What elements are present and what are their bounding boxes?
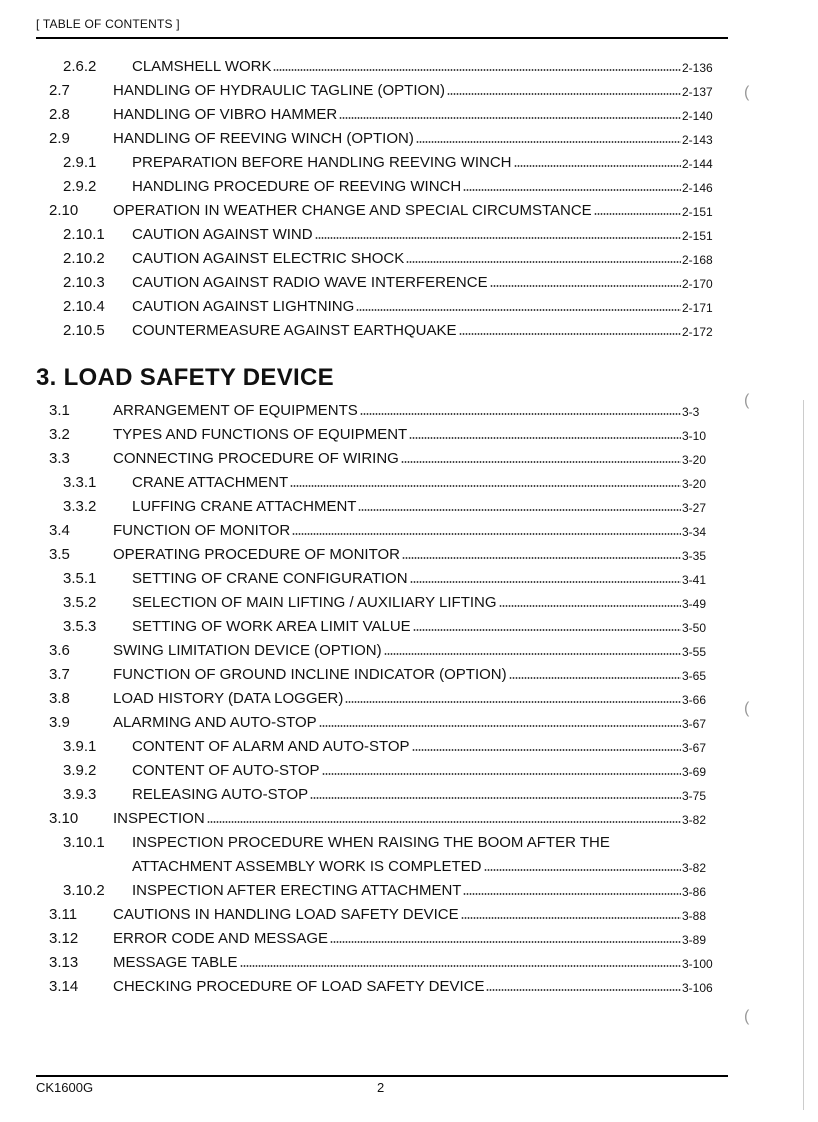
toc-entry-number: 3.2 bbox=[49, 426, 70, 443]
dot-leader bbox=[490, 276, 681, 287]
toc-entry-page: 3-34 bbox=[682, 525, 707, 539]
toc-entry[interactable] bbox=[0, 666, 818, 686]
toc-entry-page: 3-10 bbox=[682, 429, 707, 443]
toc-entry[interactable] bbox=[0, 402, 818, 422]
dot-leader bbox=[339, 108, 681, 119]
dot-leader bbox=[273, 60, 681, 71]
toc-entry[interactable] bbox=[0, 882, 818, 902]
toc-entry-title: CAUTION AGAINST ELECTRIC SHOCK bbox=[132, 250, 405, 267]
toc-entry-title: CONTENT OF AUTO-STOP bbox=[132, 762, 320, 779]
toc-entry-number: 2.9.2 bbox=[63, 178, 97, 195]
toc-entry-page: 3-100 bbox=[682, 957, 713, 971]
toc-entry-number: 2.10.4 bbox=[63, 298, 105, 315]
toc-entry[interactable] bbox=[0, 642, 818, 662]
toc-entry-title: OPERATION IN WEATHER CHANGE AND SPECIAL CIRCUMSTANCE bbox=[113, 202, 592, 219]
toc-entry-page: 3-20 bbox=[682, 453, 707, 467]
toc-entry-page: 3-67 bbox=[682, 717, 707, 731]
toc-entry-page: 3-67 bbox=[682, 741, 707, 755]
toc-entry[interactable] bbox=[0, 738, 818, 758]
dot-leader bbox=[412, 740, 681, 751]
dot-leader bbox=[463, 180, 681, 191]
toc-entry-page: 3-55 bbox=[682, 645, 707, 659]
toc-entry[interactable] bbox=[0, 106, 818, 126]
dot-leader bbox=[330, 932, 681, 943]
toc-entry-number: 3.5 bbox=[49, 546, 70, 563]
toc-entry-title-line2: ATTACHMENT ASSEMBLY WORK IS COMPLETED bbox=[132, 858, 482, 875]
toc-entry-number: 3.6 bbox=[49, 642, 70, 659]
toc-entry-number: 3.9 bbox=[49, 714, 70, 731]
toc-entry-page: 3-41 bbox=[682, 573, 707, 587]
toc-entry-title: CRANE ATTACHMENT bbox=[132, 474, 289, 491]
toc-entry[interactable] bbox=[0, 954, 818, 974]
toc-entry[interactable] bbox=[0, 202, 818, 222]
toc-entry-page: 3-27 bbox=[682, 501, 707, 515]
dot-leader bbox=[290, 476, 681, 487]
toc-entry[interactable] bbox=[0, 522, 818, 542]
toc-entry[interactable] bbox=[0, 930, 818, 950]
margin-mark: ( bbox=[744, 700, 750, 717]
dot-leader bbox=[410, 572, 681, 583]
dot-leader bbox=[310, 788, 681, 799]
toc-entry-number: 3.3.1 bbox=[63, 474, 97, 491]
dot-leader bbox=[315, 228, 681, 239]
dot-leader bbox=[509, 668, 681, 679]
toc-entry-title: TYPES AND FUNCTIONS OF EQUIPMENT bbox=[113, 426, 408, 443]
toc-entry[interactable] bbox=[0, 130, 818, 150]
toc-entry[interactable] bbox=[0, 226, 818, 246]
toc-entry-number: 3.4 bbox=[49, 522, 70, 539]
toc-entry-title: SETTING OF CRANE CONFIGURATION bbox=[132, 570, 408, 587]
toc-entry-page: 2-143 bbox=[682, 133, 713, 147]
toc-entry-number: 2.9 bbox=[49, 130, 70, 147]
toc-entry-title: INSPECTION AFTER ERECTING ATTACHMENT bbox=[132, 882, 462, 899]
toc-entry[interactable] bbox=[0, 786, 818, 806]
dot-leader bbox=[486, 980, 681, 991]
toc-entry-title: OPERATING PROCEDURE OF MONITOR bbox=[113, 546, 400, 563]
toc-entry[interactable] bbox=[0, 274, 818, 294]
toc-entry[interactable] bbox=[0, 762, 818, 782]
dot-leader bbox=[402, 548, 681, 559]
toc-entry-number: 3.10.2 bbox=[63, 882, 105, 899]
toc-entry-title: INSPECTION bbox=[113, 810, 205, 827]
toc-entry-title: RELEASING AUTO-STOP bbox=[132, 786, 309, 803]
toc-entry[interactable] bbox=[0, 810, 818, 830]
toc-entry[interactable] bbox=[0, 546, 818, 566]
dot-leader bbox=[459, 324, 681, 335]
toc-entry[interactable] bbox=[0, 82, 818, 102]
footer-page-number: 2 bbox=[377, 1080, 385, 1095]
toc-entry-title: SELECTION OF MAIN LIFTING / AUXILIARY LIFTING bbox=[132, 594, 497, 611]
toc-entry-page: 2-168 bbox=[682, 253, 713, 267]
toc-entry-page: 3-69 bbox=[682, 765, 707, 779]
toc-entry-page: 3-66 bbox=[682, 693, 707, 707]
dot-leader bbox=[594, 204, 681, 215]
toc-entry-number: 2.10.1 bbox=[63, 226, 105, 243]
dot-leader bbox=[413, 620, 681, 631]
toc-entry-page: 2-151 bbox=[682, 205, 713, 219]
toc-entry-number: 3.7 bbox=[49, 666, 70, 683]
toc-entry-page: 3-50 bbox=[682, 621, 707, 635]
margin-mark: ( bbox=[744, 392, 750, 409]
toc-entry-number: 2.9.1 bbox=[63, 154, 97, 171]
footer-model: CK1600G bbox=[36, 1080, 94, 1095]
toc-entry-number: 2.10.5 bbox=[63, 322, 105, 339]
toc-entry-title: ALARMING AND AUTO-STOP bbox=[113, 714, 317, 731]
dot-leader bbox=[240, 956, 682, 967]
scan-edge-line bbox=[803, 400, 804, 1110]
toc-entry-page: 3-82 bbox=[682, 861, 707, 875]
toc-entry-title: CLAMSHELL WORK bbox=[132, 58, 272, 75]
toc-entry-title: HANDLING OF VIBRO HAMMER bbox=[113, 106, 338, 123]
toc-entry-page: 2-144 bbox=[682, 157, 713, 171]
toc-entry[interactable] bbox=[0, 450, 818, 470]
toc-entry-number: 3.3.2 bbox=[63, 498, 97, 515]
toc-entry-page: 3-106 bbox=[682, 981, 713, 995]
toc-entry-number: 2.10.2 bbox=[63, 250, 105, 267]
dot-leader bbox=[207, 812, 681, 823]
dot-leader bbox=[345, 692, 681, 703]
toc-entry[interactable] bbox=[0, 322, 818, 342]
toc-entry-page: 3-89 bbox=[682, 933, 707, 947]
toc-entry[interactable] bbox=[0, 618, 818, 638]
toc-entry[interactable] bbox=[0, 298, 818, 318]
toc-entry-page: 3-49 bbox=[682, 597, 707, 611]
toc-entry-page: 3-35 bbox=[682, 549, 707, 563]
toc-entry-title: COUNTERMEASURE AGAINST EARTHQUAKE bbox=[132, 322, 457, 339]
toc-entry[interactable] bbox=[0, 58, 818, 78]
toc-entry[interactable] bbox=[0, 570, 818, 590]
toc-entry-title: ARRANGEMENT OF EQUIPMENTS bbox=[113, 402, 358, 419]
toc-entry-page: 3-88 bbox=[682, 909, 707, 923]
toc-entry-page: 2-140 bbox=[682, 109, 713, 123]
toc-entry-number: 3.11 bbox=[49, 906, 78, 923]
toc-entry-number: 3.13 bbox=[49, 954, 79, 971]
dot-leader bbox=[463, 884, 681, 895]
toc-entry-number: 3.9.1 bbox=[63, 738, 97, 755]
toc-entry-number: 3.12 bbox=[49, 930, 79, 947]
section-heading[interactable]: 3. LOAD SAFETY DEVICE bbox=[36, 364, 334, 391]
margin-mark: ( bbox=[744, 84, 750, 101]
dot-leader bbox=[499, 596, 681, 607]
toc-entry-page: 2-146 bbox=[682, 181, 713, 195]
toc-entry-title: SWING LIMITATION DEVICE (OPTION) bbox=[113, 642, 382, 659]
dot-leader bbox=[358, 500, 681, 511]
toc-entry-page: 3-86 bbox=[682, 885, 707, 899]
toc-entry-number: 2.6.2 bbox=[63, 58, 97, 75]
dot-leader bbox=[416, 132, 681, 143]
toc-entry-title: CAUTION AGAINST RADIO WAVE INTERFERENCE bbox=[132, 274, 488, 291]
toc-entry-number: 3.8 bbox=[49, 690, 70, 707]
toc-entry-number: 3.9.3 bbox=[63, 786, 97, 803]
toc-entry-page: 2-151 bbox=[682, 229, 713, 243]
toc-entry-number: 2.10.3 bbox=[63, 274, 105, 291]
toc-entry-title: HANDLING OF REEVING WINCH (OPTION) bbox=[113, 130, 414, 147]
toc-entry[interactable] bbox=[0, 154, 818, 174]
toc-entry[interactable] bbox=[0, 178, 818, 198]
toc-entry-title: CONNECTING PROCEDURE OF WIRING bbox=[113, 450, 399, 467]
toc-entry-number: 3.5.3 bbox=[63, 618, 97, 635]
toc-entry-page: 2-171 bbox=[682, 301, 713, 315]
toc-entry-continuation[interactable] bbox=[0, 858, 818, 878]
toc-entry-number: 3.3 bbox=[49, 450, 70, 467]
toc-entry[interactable] bbox=[0, 594, 818, 614]
toc-entry[interactable] bbox=[0, 834, 818, 854]
toc-entry[interactable] bbox=[0, 690, 818, 710]
dot-leader bbox=[484, 860, 681, 871]
toc-entry-title: MESSAGE TABLE bbox=[113, 954, 238, 971]
toc-entry-title: ERROR CODE AND MESSAGE bbox=[113, 930, 329, 947]
toc-entry[interactable] bbox=[0, 978, 818, 998]
toc-entry-number: 3.10.1 bbox=[63, 834, 105, 851]
toc-entry[interactable] bbox=[0, 714, 818, 734]
toc-entry-number: 3.5.2 bbox=[63, 594, 97, 611]
toc-entry-title: CAUTION AGAINST WIND bbox=[132, 226, 313, 243]
dot-leader bbox=[514, 156, 682, 167]
toc-entry-page: 2-170 bbox=[682, 277, 713, 291]
toc-entry[interactable] bbox=[0, 498, 818, 518]
toc-entry-number: 2.7 bbox=[49, 82, 70, 99]
dot-leader bbox=[360, 404, 681, 415]
toc-entry-title: CHECKING PROCEDURE OF LOAD SAFETY DEVICE bbox=[113, 978, 485, 995]
toc-entry-page: 3-82 bbox=[682, 813, 707, 827]
toc-entry-title: CAUTION AGAINST LIGHTNING bbox=[132, 298, 355, 315]
footer-rule bbox=[36, 1075, 728, 1077]
toc-entry-title: PREPARATION BEFORE HANDLING REEVING WINCH bbox=[132, 154, 512, 171]
dot-leader bbox=[319, 716, 681, 727]
toc-entry-title: FUNCTION OF MONITOR bbox=[113, 522, 291, 539]
toc-entry-title: LOAD HISTORY (DATA LOGGER) bbox=[113, 690, 344, 707]
toc-entry[interactable] bbox=[0, 250, 818, 270]
toc-entry-title: LUFFING CRANE ATTACHMENT bbox=[132, 498, 357, 515]
toc-entry[interactable] bbox=[0, 426, 818, 446]
toc-entry-number: 3.14 bbox=[49, 978, 79, 995]
dot-leader bbox=[401, 452, 681, 463]
dot-leader bbox=[322, 764, 681, 775]
dot-leader bbox=[292, 524, 681, 535]
toc-entry-number: 2.10 bbox=[49, 202, 79, 219]
toc-entry-number: 3.9.2 bbox=[63, 762, 97, 779]
toc-entry-title: SETTING OF WORK AREA LIMIT VALUE bbox=[132, 618, 411, 635]
toc-entry-title: FUNCTION OF GROUND INCLINE INDICATOR (OPTION) bbox=[113, 666, 507, 683]
toc-entry-title: HANDLING OF HYDRAULIC TAGLINE (OPTION) bbox=[113, 82, 445, 99]
dot-leader bbox=[461, 908, 681, 919]
toc-entry-number: 2.8 bbox=[49, 106, 70, 123]
toc-entry-title: CAUTIONS IN HANDLING LOAD SAFETY DEVICE bbox=[113, 906, 459, 923]
dot-leader bbox=[384, 644, 681, 655]
toc-entry[interactable] bbox=[0, 906, 818, 926]
dot-leader bbox=[447, 84, 681, 95]
toc-entry-title: CONTENT OF ALARM AND AUTO-STOP bbox=[132, 738, 410, 755]
toc-entry-number: 3.1 bbox=[49, 402, 70, 419]
toc-entry-page: 3-65 bbox=[682, 669, 707, 683]
header-rule bbox=[36, 37, 728, 39]
page-header: [ TABLE OF CONTENTS ] bbox=[36, 17, 180, 31]
margin-mark: ( bbox=[744, 1008, 750, 1025]
toc-entry-number: 3.5.1 bbox=[63, 570, 97, 587]
toc-entry-page: 2-137 bbox=[682, 85, 713, 99]
toc-entry-page: 3-20 bbox=[682, 477, 707, 491]
toc-entry-page: 2-136 bbox=[682, 61, 713, 75]
toc-entry-page: 3-3 bbox=[682, 405, 700, 419]
toc-entry-page: 3-75 bbox=[682, 789, 707, 803]
toc-entry-number: 3.10 bbox=[49, 810, 79, 827]
toc-entry[interactable] bbox=[0, 474, 818, 494]
toc-entry-title: HANDLING PROCEDURE OF REEVING WINCH bbox=[132, 178, 462, 195]
dot-leader bbox=[406, 252, 681, 263]
toc-entry-title-line1: INSPECTION PROCEDURE WHEN RAISING THE BOOM AFTER THE bbox=[132, 834, 610, 851]
dot-leader bbox=[409, 428, 681, 439]
toc-entry-page: 2-172 bbox=[682, 325, 713, 339]
dot-leader bbox=[356, 300, 681, 311]
